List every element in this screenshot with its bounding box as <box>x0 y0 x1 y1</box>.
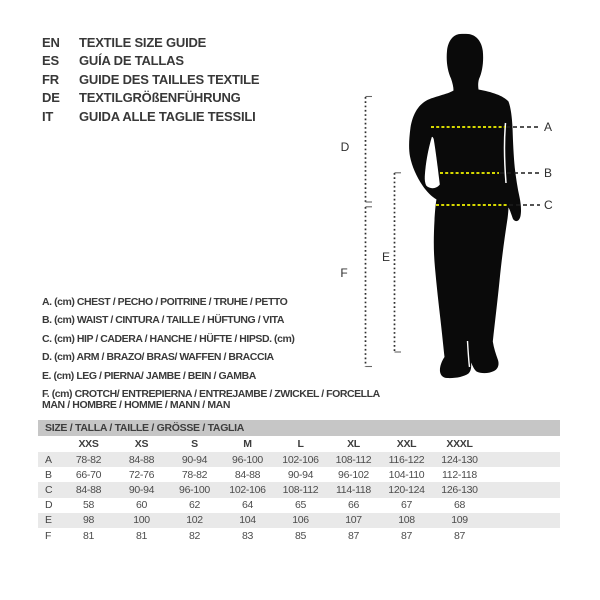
legend-item-arm: D. (cm) ARM / BRAZO/ BRAS/ WAFFEN / BRACCIA <box>42 351 274 364</box>
table-row <box>38 528 560 543</box>
cell: 83 <box>241 529 254 542</box>
cell: 64 <box>241 499 254 512</box>
language-code: IT <box>42 108 54 124</box>
cell: 109 <box>451 514 468 527</box>
row-label: A <box>45 453 52 466</box>
language-code: FR <box>42 71 59 87</box>
row-label: D <box>45 499 53 512</box>
cell: 96-102 <box>338 468 369 481</box>
cell: 84-88 <box>128 453 155 466</box>
row-label: B <box>45 468 52 481</box>
table-title-bar: SIZE / TALLA / TAILLE / GRÖSSE / TAGLIA <box>38 420 560 436</box>
row-label: F <box>45 529 52 542</box>
cell: 65 <box>294 499 307 512</box>
column-header: L <box>297 438 304 450</box>
language-label: GUÍA DE TALLAS <box>79 53 184 69</box>
cell: 87 <box>453 529 466 542</box>
marker-label-crotch: F <box>340 266 348 280</box>
marker-label-arm: D <box>340 140 350 154</box>
marker-label-chest: A <box>544 120 553 134</box>
cell: 107 <box>345 514 362 527</box>
column-header: XXS <box>78 438 99 450</box>
column-header <box>38 436 62 452</box>
cell: 126-130 <box>441 483 478 496</box>
cell-filler <box>486 513 560 528</box>
table-row <box>38 513 560 528</box>
cell: 114-118 <box>336 483 371 496</box>
cell: 72-76 <box>128 468 155 481</box>
cell: 78-82 <box>75 453 102 466</box>
cell: 84-88 <box>234 468 261 481</box>
subject-label: MAN / HOMBRE / HOMME / MANN / MAN <box>42 399 231 411</box>
cell: 66-70 <box>75 468 102 481</box>
column-header: XXXL <box>446 438 473 450</box>
size-table <box>38 436 560 543</box>
cell: 102-106 <box>229 483 266 496</box>
legend-item-chest: A. (cm) CHEST / PECHO / POITRINE / TRUHE / PETTO <box>42 296 288 308</box>
measurement-legend <box>42 293 380 403</box>
language-code: ES <box>42 53 59 69</box>
cell: 116-122 <box>388 453 425 466</box>
language-code: EN <box>42 35 60 50</box>
table-row <box>38 467 560 482</box>
marker-label-waist: B <box>544 166 553 180</box>
cell: 108 <box>398 514 415 527</box>
cell: 58 <box>82 499 95 512</box>
cell: 87 <box>347 529 360 542</box>
cell: 96-100 <box>179 483 210 496</box>
cell: 82 <box>188 529 201 542</box>
marker-label-leg: E <box>381 250 391 264</box>
cell-filler <box>486 482 560 497</box>
language-label: TEXTILE SIZE GUIDE <box>79 35 207 50</box>
column-header: XS <box>134 438 149 450</box>
column-header: S <box>191 438 198 450</box>
table-header-row <box>38 436 560 452</box>
table-row <box>38 498 560 513</box>
cell: 81 <box>82 529 95 542</box>
cell: 108-112 <box>335 453 372 466</box>
marker-label-hip: C <box>544 198 553 212</box>
table-row <box>38 482 560 497</box>
cell: 108-112 <box>282 483 319 496</box>
cell: 102-106 <box>282 453 319 466</box>
row-label: C <box>45 483 53 496</box>
cell: 120-124 <box>388 483 425 496</box>
cell: 66 <box>347 499 360 512</box>
column-header-filler <box>486 436 560 452</box>
cell: 78-82 <box>181 468 208 481</box>
table-row <box>38 452 560 467</box>
cell-filler <box>486 452 560 467</box>
cell: 112-118 <box>442 468 477 481</box>
size-table-section <box>38 420 560 543</box>
cell: 102 <box>186 514 203 527</box>
cell: 84-88 <box>75 483 102 496</box>
column-header: M <box>243 438 252 450</box>
cell: 90-94 <box>128 483 155 496</box>
cell: 60 <box>135 499 148 512</box>
cell: 81 <box>135 529 148 542</box>
language-label: TEXTILGRÖßENFÜHRUNG <box>79 90 241 106</box>
column-header: XL <box>347 438 360 450</box>
legend-item-crotch: F. (cm) CROTCH/ ENTREPIERNA / ENTREJAMBE / ZWICKEL / FORCELLA <box>42 388 380 401</box>
cell: 98 <box>82 514 95 527</box>
cell: 124-130 <box>441 453 478 466</box>
cell: 87 <box>400 529 413 542</box>
language-label: GUIDA ALLE TAGLIE TESSILI <box>79 108 256 124</box>
cell: 100 <box>133 514 150 527</box>
language-label: GUIDE DES TAILLES TEXTILE <box>79 71 260 87</box>
language-code: DE <box>42 90 60 106</box>
legend-item-leg: E. (cm) LEG / PIERNA/ JAMBE / BEIN / GAMBA <box>42 369 256 382</box>
cell: 67 <box>400 499 413 512</box>
cell: 62 <box>188 499 201 512</box>
cell: 104-110 <box>388 468 425 481</box>
cell: 96-100 <box>232 453 263 466</box>
cell: 90-94 <box>287 468 314 481</box>
cell: 85 <box>294 529 307 542</box>
legend-item-hip: C. (cm) HIP / CADERA / HANCHE / HÜFTE / HIPSD. (cm) <box>42 332 295 345</box>
cell: 104 <box>239 514 256 527</box>
column-header: XXL <box>396 438 417 450</box>
row-label: E <box>45 514 52 527</box>
legend-item-waist: B. (cm) WAIST / CINTURA / TAILLE / HÜFTUNG / VITA <box>42 314 284 327</box>
cell-filler <box>486 467 560 482</box>
cell-filler <box>486 528 560 543</box>
cell: 68 <box>453 499 466 512</box>
cell-filler <box>486 498 560 513</box>
cell: 106 <box>292 514 309 527</box>
cell: 90-94 <box>181 453 208 466</box>
